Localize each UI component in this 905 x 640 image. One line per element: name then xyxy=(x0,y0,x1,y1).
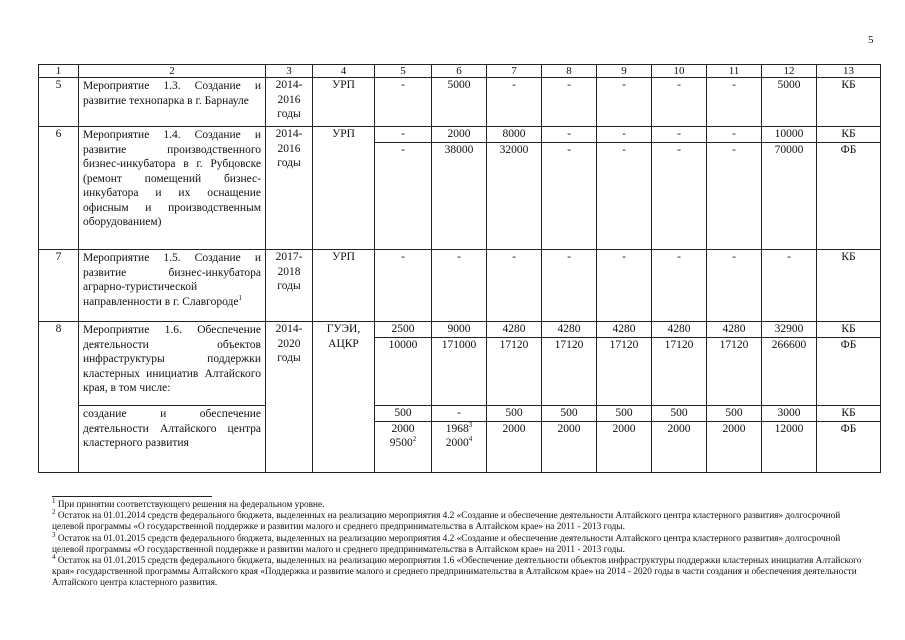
value: 38000 xyxy=(444,144,474,156)
footnote-marker: 4 xyxy=(52,552,56,561)
header-cell: 2 xyxy=(79,65,266,78)
empty-cell xyxy=(266,406,313,473)
footnote xyxy=(52,530,872,556)
value: 32900 xyxy=(762,322,816,338)
footnote xyxy=(52,508,872,533)
table-row xyxy=(39,406,881,473)
value: 70000 xyxy=(774,144,804,156)
table-row xyxy=(39,250,881,322)
table-row xyxy=(39,322,881,406)
value: 5000 xyxy=(777,79,801,91)
value-cell xyxy=(375,406,432,473)
value-cell xyxy=(707,78,762,127)
funding-source: КБ xyxy=(841,79,856,91)
footnote xyxy=(52,496,872,511)
executor-cell: УРП xyxy=(313,250,375,322)
value: 2000 xyxy=(502,423,526,435)
funding-source: ФБ xyxy=(840,339,857,351)
value: 2000 xyxy=(722,423,746,435)
value: - xyxy=(567,251,571,263)
funding-source-cell xyxy=(817,127,881,250)
value: - xyxy=(401,79,405,91)
footnote-text: Остаток на 01.01.2014 средств федерального бюджета, выделенных на реализацию мероприятия 4.2 «Создание и обеспечение деятельности Алтайского центра кластерного развития» долгосрочной целевой программы «О государственной поддержке и развитии малого и среднего предпринимательства в Алтайском крае» на 2011 - 2013 годы. xyxy=(52,511,841,533)
measure-description xyxy=(79,250,266,322)
footnote-text: Остаток на 01.01.2015 средств федерального бюджета, выделенных на реализацию мероприятия 4.2 «Создание и обеспечение деятельности Алтайского центра кластерного развития» долгосрочной целевой программы «О государственной поддержке и развитии малого и среднего предпринимательства в Алтайском крае» на 2011 - 2013 годы. xyxy=(52,533,841,555)
row-number: 5 xyxy=(39,78,79,127)
value: 3000 xyxy=(762,406,816,422)
value: - xyxy=(622,144,626,156)
header-cell: 5 xyxy=(375,65,432,78)
value: - xyxy=(432,406,486,422)
funding-source-cell xyxy=(817,322,881,406)
column-number-row xyxy=(39,65,881,78)
funding-source: КБ xyxy=(841,251,856,263)
value-cell xyxy=(762,250,817,322)
table-row xyxy=(39,127,881,250)
funding-source: КБ xyxy=(817,322,880,338)
value: - xyxy=(512,79,516,91)
value: - xyxy=(732,251,736,263)
header-cell: 6 xyxy=(432,65,487,78)
header-cell: 12 xyxy=(762,65,817,78)
header-cell: 7 xyxy=(487,65,542,78)
value: - xyxy=(787,251,791,263)
value-cell xyxy=(375,250,432,322)
value: - xyxy=(677,79,681,91)
value: - xyxy=(567,144,571,156)
value: - xyxy=(622,79,626,91)
value-cell xyxy=(762,78,817,127)
period-cell: 2014-2016 годы xyxy=(266,78,313,127)
value: - xyxy=(567,79,571,91)
value: 500 xyxy=(597,406,651,422)
value: - xyxy=(677,144,681,156)
value-cell xyxy=(487,250,542,322)
value: 500 xyxy=(652,406,706,422)
value-cell xyxy=(432,322,487,406)
value: 17120 xyxy=(664,339,694,351)
value: 4280 xyxy=(487,322,541,338)
footnote-divider xyxy=(52,496,212,497)
funding-source-cell xyxy=(817,406,881,473)
funding-source: КБ xyxy=(817,406,880,422)
measure-description: Мероприятие 1.4. Создание и развитие производственного бизнес-инкубатора в г. Рубцовске (ремонт помещений бизнес-инкубатора и их оснащение офисным и производственным оборудованием) xyxy=(79,127,266,250)
value-cell xyxy=(542,322,597,406)
funding-source: ФБ xyxy=(840,144,857,156)
value: - xyxy=(732,144,736,156)
value-cell xyxy=(375,322,432,406)
value: 2000 xyxy=(667,423,691,435)
value-cell xyxy=(597,78,652,127)
value-cell xyxy=(432,127,487,250)
header-cell: 3 xyxy=(266,65,313,78)
value: 10000 xyxy=(762,127,816,143)
value-cell xyxy=(762,322,817,406)
value-cell xyxy=(597,250,652,322)
value: 4280 xyxy=(597,322,651,338)
value-cell xyxy=(597,322,652,406)
value-cell xyxy=(432,406,487,473)
value-cell xyxy=(487,406,542,473)
footnote-text: При принятии соответствующего решения на федеральном уровне. xyxy=(57,500,325,510)
value: 2000 xyxy=(432,127,486,143)
value: 4280 xyxy=(652,322,706,338)
value-cell xyxy=(487,322,542,406)
funding-source-cell xyxy=(817,250,881,322)
period-cell: 2017-2018 годы xyxy=(266,250,313,322)
value-cell xyxy=(375,78,432,127)
value: 2000 xyxy=(391,423,415,435)
value-cell xyxy=(597,406,652,473)
value-cell xyxy=(707,250,762,322)
program-measures-table xyxy=(38,64,881,473)
measure-description: создание и обеспечение деятельности Алтайского центра кластерного развития xyxy=(79,406,266,473)
row-number: 6 xyxy=(39,127,79,250)
value: 9000 xyxy=(432,322,486,338)
value: - xyxy=(622,251,626,263)
footnote-ref: 2 xyxy=(412,435,417,444)
value: 4280 xyxy=(542,322,596,338)
value: 9500 xyxy=(389,437,413,449)
footnote-ref: 4 xyxy=(468,435,473,444)
header-cell: 11 xyxy=(707,65,762,78)
value: 2000 xyxy=(445,437,469,449)
funding-source-cell xyxy=(817,78,881,127)
header-cell: 8 xyxy=(542,65,597,78)
row-number: 7 xyxy=(39,250,79,322)
value: - xyxy=(597,127,651,143)
value-cell xyxy=(542,406,597,473)
value: 500 xyxy=(707,406,761,422)
value: 17120 xyxy=(609,339,639,351)
value: 32000 xyxy=(499,144,529,156)
value: - xyxy=(457,251,461,263)
value-cell xyxy=(432,78,487,127)
value-cell xyxy=(542,127,597,250)
value: 500 xyxy=(375,406,431,422)
measure-description-text: Мероприятие 1.5. Создание и развитие бизнес-инкубатора аграрно-туристической направленности в г. Славгороде xyxy=(83,252,261,308)
header-cell: 13 xyxy=(817,65,881,78)
value-cell xyxy=(762,127,817,250)
value: - xyxy=(707,127,761,143)
value-stack xyxy=(375,422,431,451)
value-cell xyxy=(652,322,707,406)
period-cell: 2014-2016 годы xyxy=(266,127,313,250)
footnote-marker: 1 xyxy=(52,496,56,505)
funding-source: КБ xyxy=(817,127,880,143)
value: - xyxy=(375,127,431,143)
value-cell xyxy=(597,127,652,250)
value: - xyxy=(512,251,516,263)
value: - xyxy=(652,127,706,143)
header-cell: 4 xyxy=(313,65,375,78)
value: 500 xyxy=(542,406,596,422)
value: - xyxy=(542,127,596,143)
table-row xyxy=(39,78,881,127)
value: - xyxy=(732,79,736,91)
value-cell xyxy=(487,78,542,127)
row-number: 8 xyxy=(39,322,79,406)
value: 500 xyxy=(487,406,541,422)
value-cell xyxy=(707,322,762,406)
value-stack xyxy=(432,422,486,451)
value-cell xyxy=(542,250,597,322)
value: 12000 xyxy=(774,423,804,435)
value: 4280 xyxy=(707,322,761,338)
value: 5000 xyxy=(447,79,471,91)
value-cell xyxy=(652,406,707,473)
value: 2000 xyxy=(557,423,581,435)
value: 17120 xyxy=(499,339,529,351)
footnote-text: Остаток на 01.01.2015 средств федерального бюджета, выделенных на реализацию мероприятия 1.6 «Обеспечение деятельности объектов инфраструктуры поддержки кластерных инициатив Алтайского края» государственной программы Алтайского края «Поддержка и развитие малого и среднего предпринимательства в Алтайском крае» на 2014 - 2020 годы в части создания и обеспечения деятельности Алтайского центра кластерного развития. xyxy=(52,556,862,589)
value-cell xyxy=(652,250,707,322)
value: 10000 xyxy=(388,339,418,351)
period-cell: 2014-2020 годы xyxy=(266,322,313,406)
footnote-ref: 1 xyxy=(238,293,242,302)
header-cell: 1 xyxy=(39,65,79,78)
value-cell xyxy=(652,78,707,127)
measure-description: Мероприятие 1.6. Обеспечение деятельности объектов инфраструктуры поддержки кластерных инициатив Алтайского края, в том числе: xyxy=(79,322,266,406)
footnote-ref: 3 xyxy=(468,421,473,430)
value-cell xyxy=(375,127,432,250)
value-cell xyxy=(542,78,597,127)
value: 17120 xyxy=(554,339,584,351)
value-cell xyxy=(707,127,762,250)
footnote xyxy=(52,552,872,590)
footnote-marker: 2 xyxy=(52,508,56,517)
measure-description: Мероприятие 1.3. Создание и развитие технопарка в г. Барнауле xyxy=(79,78,266,127)
value: - xyxy=(401,251,405,263)
footnotes xyxy=(52,496,872,590)
footnote-marker: 3 xyxy=(52,530,56,539)
page-number: 5 xyxy=(868,34,874,46)
executor-cell: ГУЭИ, АЦКР xyxy=(313,322,375,406)
value-cell xyxy=(652,127,707,250)
value-cell xyxy=(707,406,762,473)
value: - xyxy=(401,144,405,156)
empty-cell xyxy=(313,406,375,473)
executor-cell: УРП xyxy=(313,78,375,127)
value: - xyxy=(677,251,681,263)
value: 266600 xyxy=(771,339,807,351)
value-cell xyxy=(432,250,487,322)
value: 171000 xyxy=(441,339,477,351)
header-cell: 10 xyxy=(652,65,707,78)
funding-source: ФБ xyxy=(840,423,857,435)
executor-cell: УРП xyxy=(313,127,375,250)
value: 17120 xyxy=(719,339,749,351)
value: 1968 xyxy=(445,423,469,435)
value: 2500 xyxy=(375,322,431,338)
empty-cell xyxy=(39,406,79,473)
value-cell xyxy=(487,127,542,250)
header-cell: 9 xyxy=(597,65,652,78)
value-cell xyxy=(762,406,817,473)
value: 2000 xyxy=(612,423,636,435)
value: 8000 xyxy=(487,127,541,143)
